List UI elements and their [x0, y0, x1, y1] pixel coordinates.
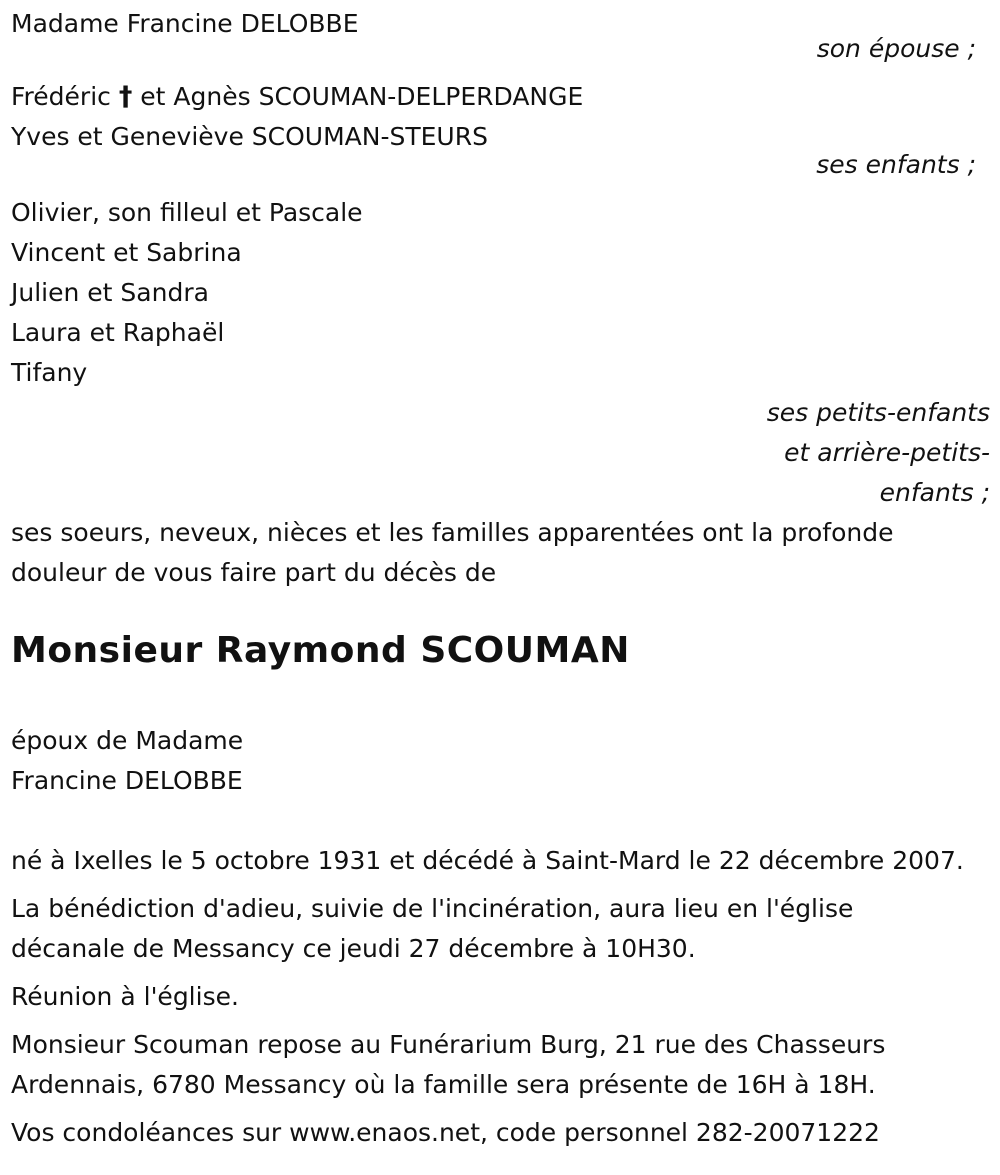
- children-line-1: [11, 77, 990, 117]
- funerarium-details: Monsieur Scouman repose au Funérarium Burg, 21 rue des Chasseurs Ardennais, 6780 Messancy où la famille sera présente de 16H à 18H.: [11, 1030, 886, 1099]
- spouse-name: Madame Francine DELOBBE: [11, 9, 359, 38]
- ceremony-details: La bénédiction d'adieu, suivie de l'incinération, aura lieu en l'église décanale de Messancy ce jeudi 27 décembre à 10H30.: [11, 894, 854, 963]
- grandchild-1: Olivier, son filleul et Pascale: [11, 198, 363, 227]
- birth-death-details: né à Ixelles le 5 octobre 1931 et décédé à Saint-Mard le 22 décembre 2007.: [11, 846, 964, 875]
- grandchildren-role-3: enfants ;: [879, 478, 990, 507]
- grandchild-5: Tifany: [11, 358, 88, 387]
- deceased-name: Monsieur Raymond SCOUMAN: [11, 630, 630, 671]
- grandchildren-role-2: et arrière-petits-: [784, 438, 990, 467]
- child-frederic: Frédéric: [11, 82, 111, 111]
- spouse-role: son épouse ;: [816, 34, 976, 63]
- cross-icon: †: [118, 81, 133, 112]
- children-line-2: Yves et Geneviève SCOUMAN-STEURS: [11, 122, 488, 151]
- spouse-of-line-2: Francine DELOBBE: [11, 766, 243, 795]
- reunion-details: Réunion à l'église.: [11, 982, 239, 1011]
- spouse-of-line-1: époux de Madame: [11, 726, 244, 755]
- child-agnes: et Agnès SCOUMAN-DELPERDANGE: [140, 82, 584, 111]
- grandchild-4: Laura et Raphaël: [11, 318, 225, 347]
- children-role: ses enfants ;: [816, 150, 976, 179]
- announcement-text: ses soeurs, neveux, nièces et les familles apparentées ont la profonde douleur de vous faire part du décès de: [11, 518, 894, 587]
- condolences-details: Vos condoléances sur www.enaos.net, code personnel 282-20071222: [11, 1118, 880, 1147]
- grandchild-3: Julien et Sandra: [11, 278, 209, 307]
- grandchild-2: Vincent et Sabrina: [11, 238, 242, 267]
- grandchildren-role-1: ses petits-enfants: [766, 398, 990, 427]
